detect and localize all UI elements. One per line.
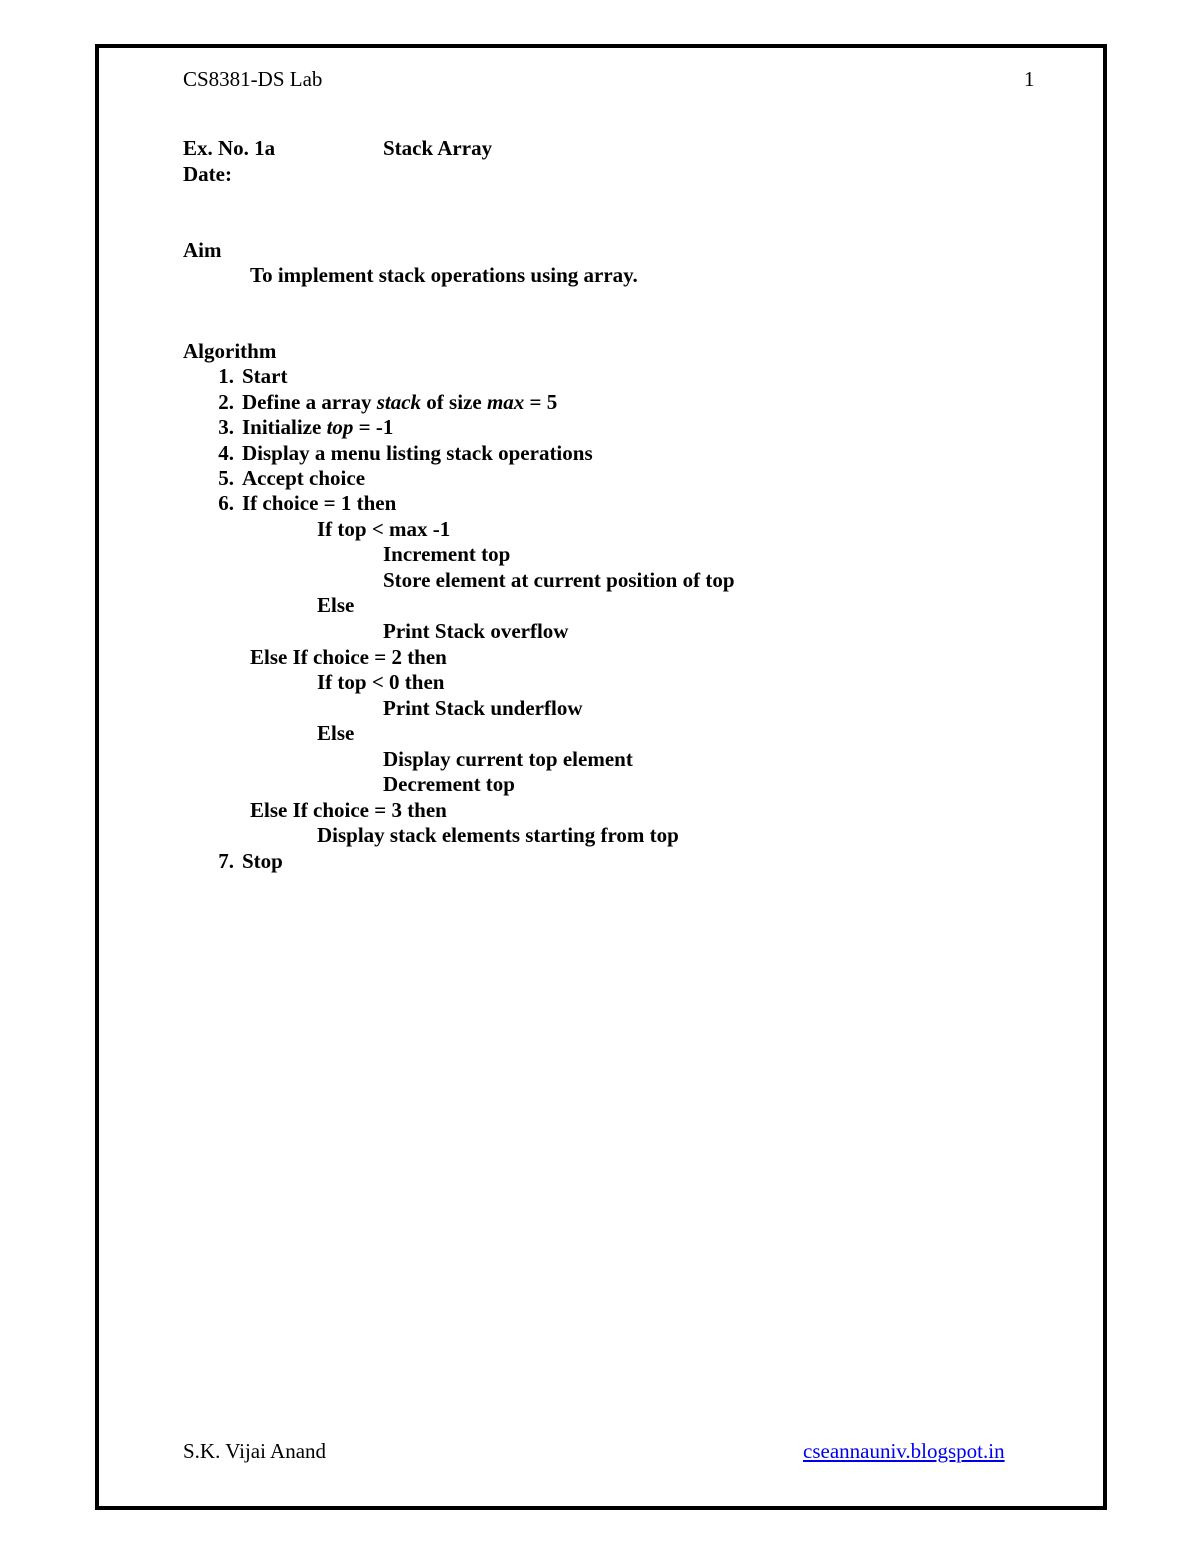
algorithm-line: Display stack elements starting from top — [317, 823, 679, 847]
algorithm-step-3 — [204, 417, 393, 438]
variable-top: top — [326, 415, 354, 439]
step-text: Start — [242, 364, 288, 388]
algorithm-line: Decrement top — [383, 772, 515, 796]
step-number: 7. — [218, 849, 234, 873]
algorithm-line: Else — [317, 721, 355, 745]
algorithm-step-6 — [204, 493, 396, 514]
algorithm-line: Else If choice = 3 then — [250, 798, 447, 822]
algorithm-line: Else If choice = 2 then — [250, 645, 447, 669]
algorithm-line: Print Stack underflow — [383, 696, 583, 720]
algorithm-line: If top < max -1 — [317, 517, 451, 541]
step-text: Stop — [242, 849, 283, 873]
step-text: Accept choice — [242, 466, 366, 490]
algorithm-heading: Algorithm — [183, 339, 277, 363]
step-text: If choice = 1 then — [242, 491, 397, 515]
algorithm-line: Increment top — [383, 542, 511, 566]
step-text-post: = 5 — [524, 390, 558, 414]
exercise-number: Ex. No. 1a — [183, 136, 276, 160]
step-text-mid: of size — [421, 390, 487, 414]
algorithm-step-2 — [204, 392, 557, 413]
step-number: 4. — [218, 441, 234, 465]
algorithm-line: Display current top element — [383, 747, 633, 771]
variable-max: max — [486, 390, 525, 414]
footer-author: S.K. Vijai Anand — [183, 1439, 327, 1463]
algorithm-line: Else — [317, 593, 355, 617]
algorithm-step-5 — [204, 468, 365, 489]
step-text-pre: Initialize — [242, 415, 327, 439]
date-label: Date: — [183, 162, 232, 186]
step-text-pre: Define a array — [242, 390, 377, 414]
algorithm-line: Store element at current position of top — [383, 568, 735, 592]
step-number: 5. — [218, 466, 234, 490]
aim-heading: Aim — [183, 238, 222, 262]
algorithm-step-1 — [204, 366, 288, 387]
aim-text: To implement stack operations using array. — [250, 263, 638, 287]
footer-blog-link[interactable]: cseannauniv.blogspot.in — [803, 1439, 1005, 1463]
algorithm-line: Print Stack overflow — [383, 619, 569, 643]
step-number: 6. — [218, 491, 234, 515]
exercise-title: Stack Array — [383, 136, 493, 160]
course-header: CS8381-DS Lab — [183, 67, 323, 91]
step-text-post: = -1 — [353, 415, 394, 439]
algorithm-step-7 — [204, 851, 283, 872]
step-number: 2. — [218, 390, 234, 414]
algorithm-step-4 — [204, 443, 593, 464]
step-text: Display a menu listing stack operations — [242, 441, 593, 465]
page-number: 1 — [1024, 67, 1035, 91]
step-number: 3. — [218, 415, 234, 439]
variable-stack: stack — [376, 390, 422, 414]
step-number: 1. — [218, 364, 234, 388]
algorithm-line: If top < 0 then — [317, 670, 445, 694]
